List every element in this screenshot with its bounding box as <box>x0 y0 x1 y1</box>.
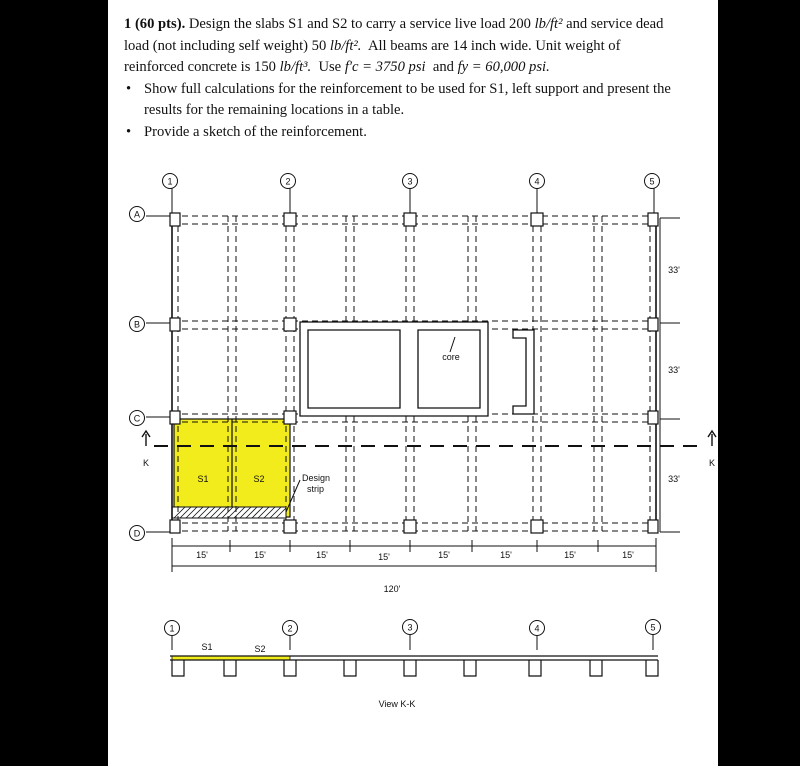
column-bubble-5: 5 <box>649 176 655 187</box>
span-label-7: 15' <box>564 550 576 560</box>
column-bubble-2: 2 <box>285 176 291 187</box>
text-span: and service dead <box>566 16 664 32</box>
section-bubble-4: 4 <box>534 623 540 634</box>
span-label-2: 15' <box>254 550 266 560</box>
slab-s1-label: S1 <box>197 474 209 484</box>
column-bubble-4: 4 <box>534 176 540 187</box>
section-bubble-5: 5 <box>650 622 656 633</box>
text-span: Show full calculations for the reinforcement to be used for S1, left support and present the <box>144 80 671 97</box>
bay-depth-3: 33' <box>668 474 680 484</box>
text-span: and <box>432 59 454 75</box>
core-label: core <box>442 352 460 362</box>
span-label-6: 15' <box>500 550 512 560</box>
section-s1-label: S1 <box>201 642 213 652</box>
span-label-1: 15' <box>196 550 208 560</box>
row-bubbles <box>130 207 145 541</box>
section-bubble-1: 1 <box>169 623 175 634</box>
section-s2-label: S2 <box>254 644 266 654</box>
design-strip-label-1: Design <box>302 473 331 483</box>
design-strip-label-2: strip <box>307 484 325 494</box>
bay-depth-1: 33' <box>668 265 680 275</box>
text-span: reinforced concrete is 150 <box>124 59 276 75</box>
span-label-5: 15' <box>438 550 450 560</box>
fc-value: f′c = 3750 psi <box>344 59 426 75</box>
grid-row-ticks <box>146 216 170 532</box>
span-label-4: 15' <box>378 552 390 562</box>
bottom-dimension <box>172 538 656 572</box>
section-bubble-3: 3 <box>407 622 413 633</box>
row-bubble-b: B <box>133 319 141 330</box>
text-span: load (not including self weight) 50 <box>124 37 327 54</box>
section-arrow-left <box>142 431 150 446</box>
row-bubble-a: A <box>133 209 141 220</box>
text-span: Use <box>318 59 342 75</box>
section-arrow-right <box>708 431 716 446</box>
section-gridlines <box>172 635 653 650</box>
section-title: View K-K <box>378 699 416 709</box>
unit-text: lb/ft². <box>329 37 362 54</box>
section-mark-right: K <box>708 458 716 468</box>
text-span: results for the remaining locations in a table. <box>144 102 405 118</box>
fy-value: fy = 60,000 psi. <box>457 59 550 75</box>
core-walls <box>300 322 534 416</box>
total-length-label: 120' <box>383 584 401 594</box>
section-bubble-2: 2 <box>287 623 293 634</box>
text-span: All beams are 14 inch wide. Unit weight of <box>367 37 621 54</box>
slab-s2-label: S2 <box>253 474 265 484</box>
grid-column-ticks <box>172 188 654 213</box>
text-span: Design the slabs S1 and S2 to carry a service live load 200 <box>188 16 531 32</box>
span-label-8: 15' <box>622 550 634 560</box>
unit-text: lb/ft² <box>534 16 563 32</box>
span-label-3: 15' <box>316 550 328 560</box>
bay-depth-2: 33' <box>668 365 680 375</box>
unit-text: lb/ft³. <box>279 59 312 75</box>
section-mark-left: K <box>142 458 150 468</box>
row-bubble-d: D <box>133 528 141 539</box>
column-bubble-1: 1 <box>167 176 173 187</box>
row-bubble-c: C <box>133 413 141 424</box>
problem-heading: 1 (60 pts). <box>124 16 186 32</box>
text-span: Provide a sketch of the reinforcement. <box>144 123 367 140</box>
column-bubble-3: 3 <box>407 176 413 187</box>
